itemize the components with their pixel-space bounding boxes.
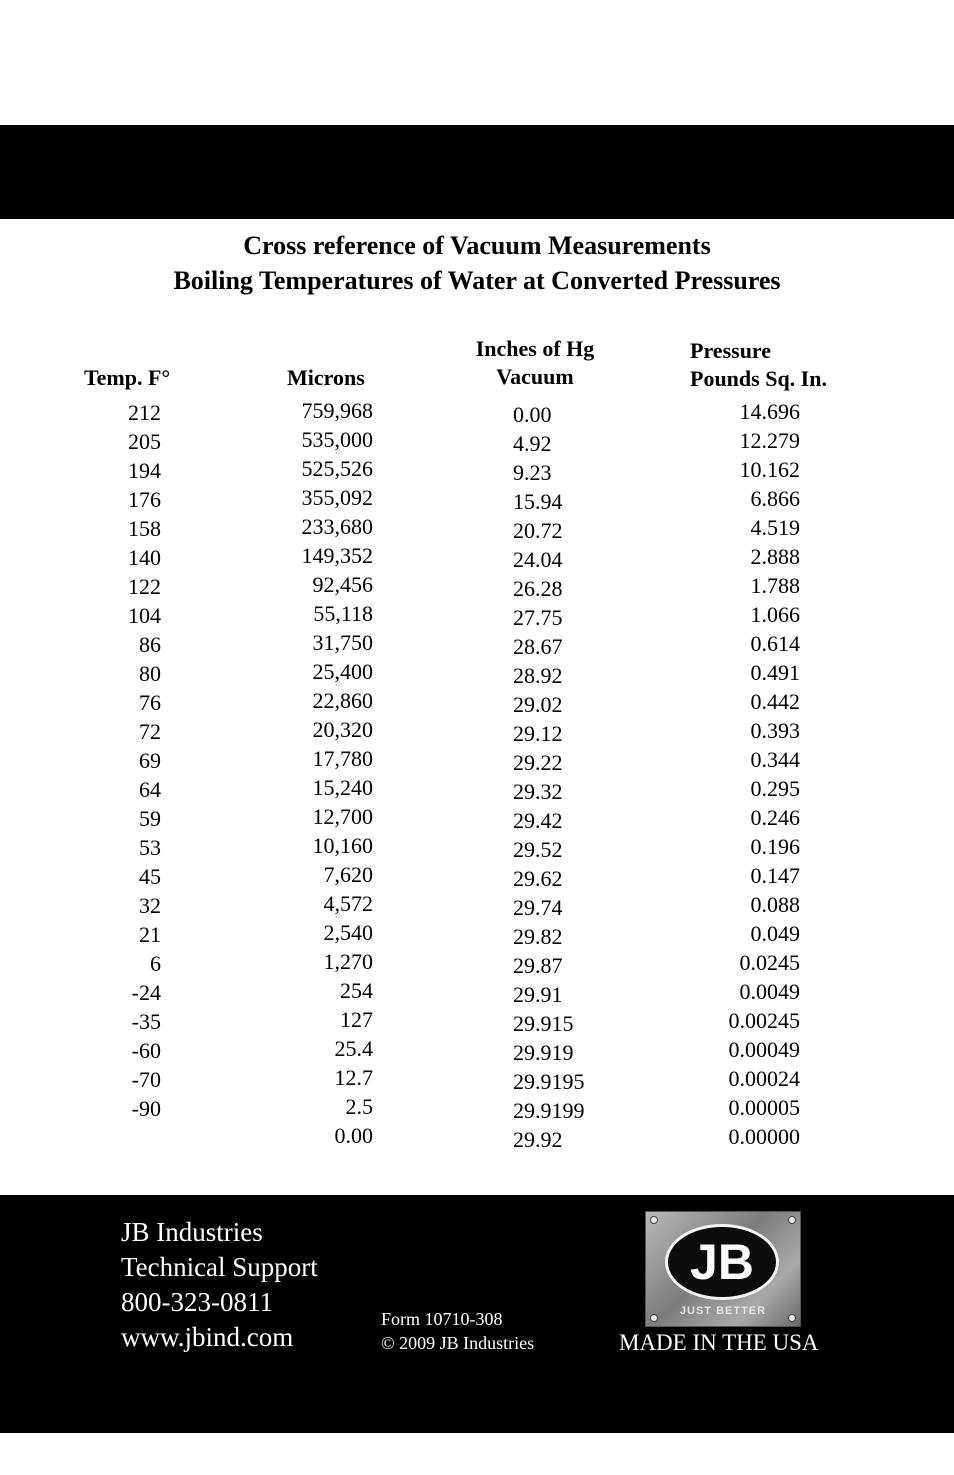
- pressure-cell: 0.00049: [728, 1037, 800, 1062]
- temp-cell: 21: [139, 922, 161, 947]
- microns-cell: 55,118: [313, 601, 373, 626]
- inches-hg-cell: 29.9199: [513, 1098, 585, 1123]
- microns-cell: 92,456: [312, 572, 373, 597]
- inches-hg-cell: 29.9195: [513, 1069, 585, 1094]
- inches-hg-cell: 29.02: [513, 692, 563, 717]
- temp-cell: 64: [139, 777, 161, 802]
- microns-cell: 12.7: [334, 1065, 373, 1090]
- temp-cell: 140: [128, 545, 161, 570]
- temp-cell: 53: [139, 835, 161, 860]
- inches-hg-cell: 29.91: [513, 982, 563, 1007]
- microns-cell: 7,620: [323, 862, 373, 887]
- rivet-icon: [650, 1216, 658, 1224]
- rivet-icon: [788, 1216, 796, 1224]
- pressure-cell: 0.614: [750, 631, 800, 656]
- header-inches-line-1: Inches of Hg: [475, 336, 595, 361]
- microns-cell: 149,352: [301, 543, 373, 568]
- title-line-1: Cross reference of Vacuum Measurements: [243, 231, 711, 260]
- microns-cell: 25,400: [312, 659, 373, 684]
- microns-cell: 20,320: [312, 717, 373, 742]
- inches-hg-cell: 29.42: [513, 808, 563, 833]
- microns-cell: 1,270: [323, 949, 373, 974]
- pressure-cell: 0.00245: [728, 1008, 800, 1033]
- pressure-cell: 0.491: [750, 660, 800, 685]
- inches-hg-cell: 20.72: [513, 518, 563, 543]
- temp-cell: -60: [131, 1038, 161, 1063]
- inches-hg-cell: 28.67: [513, 634, 563, 659]
- temp-cell: -70: [131, 1067, 161, 1092]
- temp-cell: 76: [139, 690, 161, 715]
- form-info: [381, 1307, 534, 1355]
- logo-oval: [665, 1224, 779, 1300]
- contact-info: [121, 1215, 318, 1355]
- temp-cell: -35: [131, 1009, 161, 1034]
- title-line-2: Boiling Temperatures of Water at Converted Pressures: [173, 266, 781, 295]
- pressure-cell: 0.147: [750, 863, 800, 888]
- inches-hg-cell: 26.28: [513, 576, 563, 601]
- header-inches-hg: [445, 335, 625, 391]
- footer-band: [0, 1195, 954, 1433]
- temp-cell: 59: [139, 806, 161, 831]
- column-microns: [230, 396, 373, 1150]
- column-temp: [60, 398, 161, 1152]
- inches-hg-cell: 29.919: [513, 1040, 574, 1065]
- pressure-cell: 0.246: [750, 805, 800, 830]
- microns-cell: 12,700: [312, 804, 373, 829]
- temp-cell: -24: [131, 980, 161, 1005]
- form-number: Form 10710-308: [381, 1309, 503, 1329]
- temp-cell: 80: [139, 661, 161, 686]
- inches-hg-cell: 15.94: [513, 489, 563, 514]
- pressure-cell: 0.049: [750, 921, 800, 946]
- document-title: [0, 228, 954, 298]
- inches-hg-cell: 0.00: [513, 402, 552, 427]
- temp-cell: 122: [128, 574, 161, 599]
- temp-cell: 45: [139, 864, 161, 889]
- temp-cell: 104: [128, 603, 161, 628]
- microns-cell: 15,240: [312, 775, 373, 800]
- website-link[interactable]: www.jbind.com: [121, 1322, 294, 1352]
- pressure-cell: 2.888: [750, 544, 800, 569]
- phone-number: 800-323-0811: [121, 1287, 273, 1317]
- pressure-cell: 0.00005: [728, 1095, 800, 1120]
- temp-cell: -90: [131, 1096, 161, 1121]
- pressure-cell: 10.162: [739, 457, 800, 482]
- temp-cell: 158: [128, 516, 161, 541]
- inches-hg-cell: 29.22: [513, 750, 563, 775]
- made-in-usa: MADE IN THE USA: [619, 1330, 819, 1355]
- inches-hg-cell: 29.915: [513, 1011, 574, 1036]
- pressure-cell: 0.393: [750, 718, 800, 743]
- inches-hg-cell: 29.52: [513, 837, 563, 862]
- inches-hg-cell: 9.23: [513, 460, 552, 485]
- header-inches-line-2: Vacuum: [496, 364, 574, 389]
- pressure-cell: 0.344: [750, 747, 800, 772]
- microns-cell: 127: [340, 1007, 373, 1032]
- temp-cell: 194: [128, 458, 161, 483]
- copyright: © 2009 JB Industries: [381, 1333, 535, 1353]
- header-microns: Microns: [287, 365, 365, 390]
- microns-cell: 355,092: [301, 485, 373, 510]
- inches-hg-cell: 29.74: [513, 895, 563, 920]
- pressure-cell: 0.0049: [739, 979, 800, 1004]
- logo-lettering: JB: [690, 1234, 754, 1290]
- microns-cell: 233,680: [301, 514, 373, 539]
- pressure-cell: 0.295: [750, 776, 800, 801]
- header-temp: Temp. F°: [84, 365, 171, 390]
- header-pressure: [690, 337, 827, 393]
- support-label: Technical Support: [121, 1252, 318, 1282]
- temp-cell: 212: [128, 400, 161, 425]
- inches-hg-cell: 29.32: [513, 779, 563, 804]
- pressure-cell: 14.696: [739, 399, 800, 424]
- microns-cell: 535,000: [301, 427, 373, 452]
- pressure-cell: 0.00024: [728, 1066, 800, 1091]
- temp-cell: 32: [139, 893, 161, 918]
- inches-hg-cell: 29.82: [513, 924, 563, 949]
- header-pressure-line-1: Pressure: [690, 338, 772, 363]
- pressure-cell: 0.00000: [728, 1124, 800, 1149]
- inches-hg-cell: 29.62: [513, 866, 563, 891]
- jb-logo: [645, 1211, 801, 1327]
- microns-cell: 25.4: [334, 1036, 373, 1061]
- microns-cell: 4,572: [323, 891, 373, 916]
- temp-cell: 176: [128, 487, 161, 512]
- pressure-cell: 0.0245: [739, 950, 800, 975]
- microns-cell: 0.00: [334, 1123, 373, 1148]
- microns-cell: 22,860: [312, 688, 373, 713]
- pressure-cell: 0.088: [750, 892, 800, 917]
- inches-hg-cell: 29.92: [513, 1127, 563, 1152]
- column-pressure: [680, 397, 800, 1151]
- microns-cell: 2,540: [323, 920, 373, 945]
- microns-cell: 2.5: [345, 1094, 373, 1119]
- pressure-cell: 1.066: [750, 602, 800, 627]
- pressure-cell: 6.866: [750, 486, 800, 511]
- temp-cell: [60, 1123, 161, 1152]
- pressure-cell: 0.442: [750, 689, 800, 714]
- logo-tagline: JUST BETTER: [679, 1305, 767, 1317]
- header-pressure-line-2: Pounds Sq. In.: [690, 366, 827, 391]
- inches-hg-cell: 28.92: [513, 663, 563, 688]
- company-name: JB Industries: [121, 1217, 263, 1247]
- microns-cell: 31,750: [312, 630, 373, 655]
- inches-hg-cell: 4.92: [513, 431, 552, 456]
- temp-cell: 72: [139, 719, 161, 744]
- inches-hg-cell: 24.04: [513, 547, 563, 572]
- microns-cell: 759,968: [301, 398, 373, 423]
- microns-cell: 17,780: [312, 746, 373, 771]
- pressure-cell: 1.788: [750, 573, 800, 598]
- microns-cell: 10,160: [312, 833, 373, 858]
- inches-hg-cell: 29.87: [513, 953, 563, 978]
- pressure-cell: 12.279: [739, 428, 800, 453]
- temp-cell: 86: [139, 632, 161, 657]
- column-inches-hg: [513, 400, 633, 1154]
- inches-hg-cell: 27.75: [513, 605, 563, 630]
- temp-cell: 6: [150, 951, 161, 976]
- temp-cell: 205: [128, 429, 161, 454]
- temp-cell: 69: [139, 748, 161, 773]
- pressure-cell: 0.196: [750, 834, 800, 859]
- top-black-band: [0, 125, 954, 219]
- pressure-cell: 4.519: [750, 515, 800, 540]
- inches-hg-cell: 29.12: [513, 721, 563, 746]
- microns-cell: 525,526: [301, 456, 373, 481]
- microns-cell: 254: [340, 978, 373, 1003]
